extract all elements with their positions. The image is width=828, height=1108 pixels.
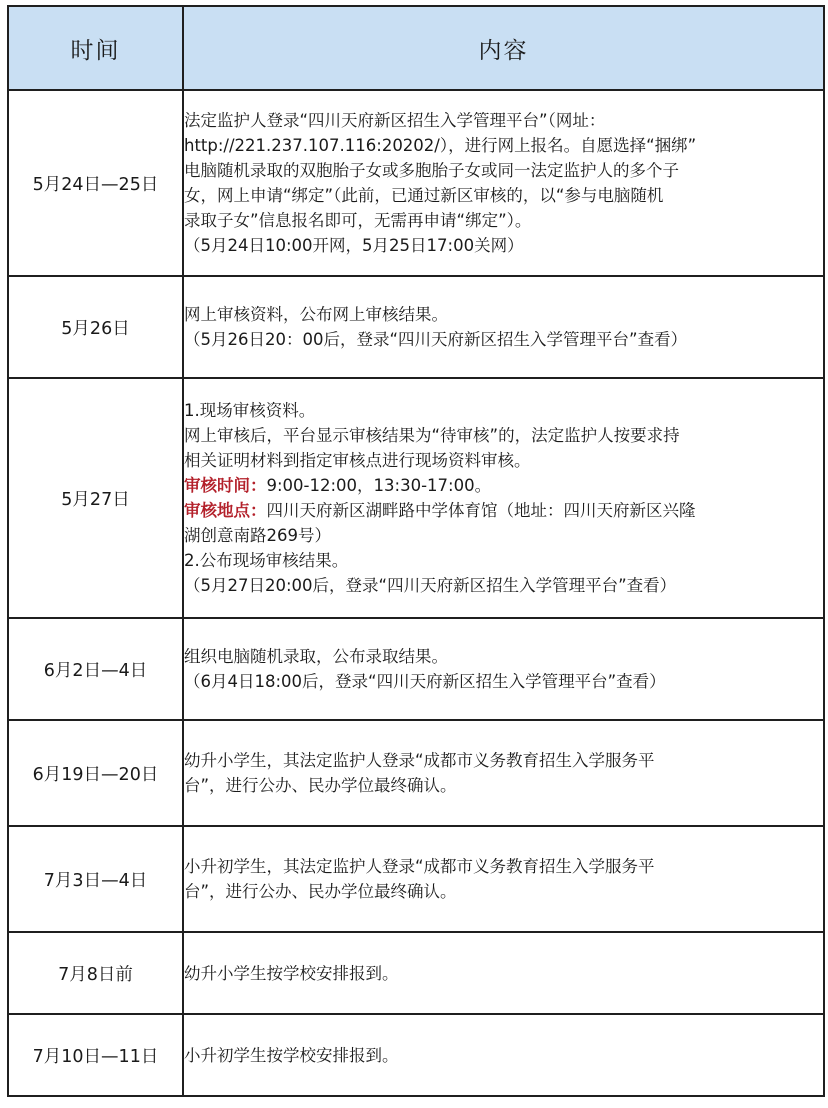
content-line: 电脑随机录取的双胞胎子女或多胞胎子女或同一法定监护人的多个子 <box>184 161 679 180</box>
content-line: 录取子女”信息报名即可，无需再申请“绑定”）。 <box>184 211 532 230</box>
content-line: （5月26日20：00后，登录“四川天府新区招生入学管理平台”查看） <box>184 330 688 349</box>
content-line: 2.公布现场审核结果。 <box>184 551 349 570</box>
row-content <box>183 276 824 378</box>
audit-place-line <box>184 498 823 523</box>
row-time: 7月10日—11日 <box>8 1014 183 1096</box>
row-time: 5月26日 <box>8 276 183 378</box>
row-time: 7月3日—4日 <box>8 826 183 932</box>
row-time: 5月24日—25日 <box>8 90 183 276</box>
table-row <box>8 276 824 378</box>
row-content <box>183 90 824 276</box>
content-line: （5月27日20:00后，登录“四川天府新区招生入学管理平台”查看） <box>184 576 677 595</box>
table-row <box>8 932 824 1014</box>
row-content <box>183 826 824 932</box>
row-content <box>183 720 824 826</box>
content-line: 女，网上申请“绑定”（此前，已通过新区审核的，以“参与电脑随机 <box>184 186 664 205</box>
content-line: 网上审核资料，公布网上审核结果。 <box>184 305 448 324</box>
header-time: 时间 <box>8 6 183 90</box>
content-line: 1.现场审核资料。 <box>184 401 316 420</box>
content-line: 组织电脑随机录取，公布录取结果。 <box>184 647 448 666</box>
content-line: 湖创意南路269号） <box>184 526 331 545</box>
content-line: 幼升小学生按学校安排报到。 <box>184 963 399 983</box>
table-row <box>8 826 824 932</box>
table-row <box>8 378 824 618</box>
content-line: 小升初学生按学校安排报到。 <box>184 1045 399 1065</box>
table-header-row <box>8 6 824 90</box>
table-row <box>8 1014 824 1096</box>
table-row <box>8 618 824 720</box>
row-content <box>183 1014 824 1096</box>
content-line: （6月4日18:00后，登录“四川天府新区招生入学管理平台”查看） <box>184 672 666 691</box>
table-row <box>8 720 824 826</box>
content-line: 台”，进行公办、民办学位最终确认。 <box>184 882 457 901</box>
audit-time-value: 9:00-12:00，13:30-17:00。 <box>266 476 492 495</box>
schedule-table <box>7 5 825 1097</box>
content-line: 相关证明材料到指定审核点进行现场资料审核。 <box>184 451 531 470</box>
audit-place-label: 审核地点： <box>184 501 267 520</box>
audit-time-label: 审核时间： <box>184 476 267 495</box>
row-time: 6月19日—20日 <box>8 720 183 826</box>
audit-time-line <box>184 473 823 498</box>
content-line: 小升初学生，其法定监护人登录“成都市义务教育招生入学服务平 <box>184 857 655 876</box>
audit-place-value: 四川天府新区湖畔路中学体育馆（地址：四川天府新区兴隆 <box>266 501 696 520</box>
row-time: 7月8日前 <box>8 932 183 1014</box>
content-line: 法定监护人登录“四川天府新区招生入学管理平台”（网址： <box>184 111 606 130</box>
content-line: http://221.237.107.116:20202/），进行网上报名。自愿选择“捆绑” <box>184 136 697 155</box>
content-line: 网上审核后，平台显示审核结果为“待审核”的，法定监护人按要求持 <box>184 426 680 445</box>
header-content: 内容 <box>183 6 824 90</box>
row-content <box>183 932 824 1014</box>
table-row <box>8 90 824 276</box>
content-line: 幼升小学生，其法定监护人登录“成都市义务教育招生入学服务平 <box>184 751 655 770</box>
content-line: 台”，进行公办、民办学位最终确认。 <box>184 776 457 795</box>
row-content <box>183 618 824 720</box>
content-line: （5月24日10:00开网，5月25日17:00关网） <box>184 236 524 255</box>
row-content <box>183 378 824 618</box>
row-time: 5月27日 <box>8 378 183 618</box>
row-time: 6月2日—4日 <box>8 618 183 720</box>
